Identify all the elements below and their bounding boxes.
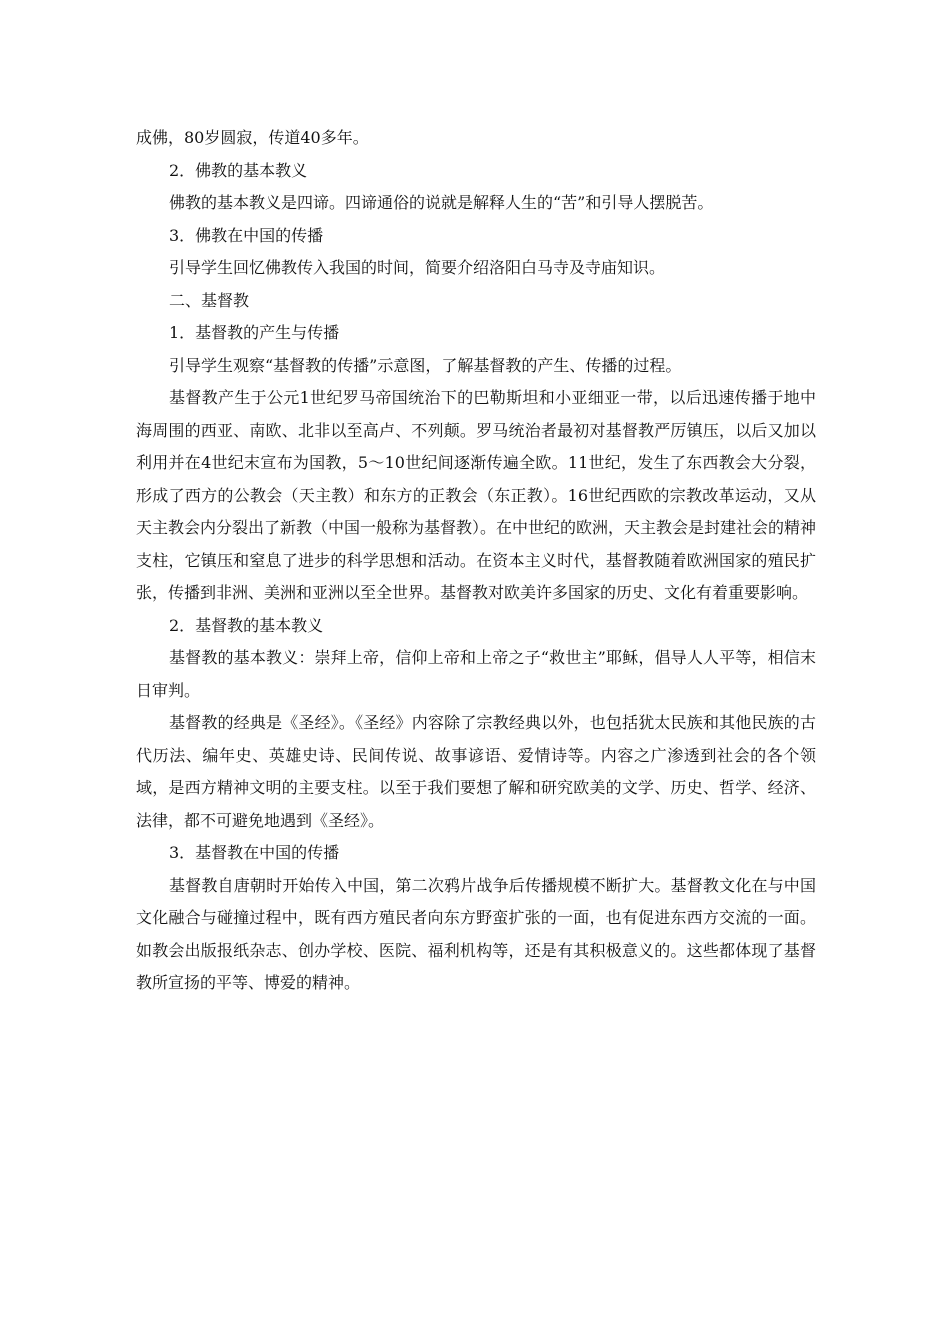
heading-christianity-in-china: 3．基督教在中国的传播: [169, 843, 340, 862]
paragraph-four-noble-truths: 佛教的基本教义是四谛。四谛通俗的说就是解释人生的“苦”和引导人摆脱苦。: [169, 193, 714, 212]
document-body: [136, 122, 816, 1000]
heading-christianity: 二、基督教: [169, 290, 250, 310]
paragraph-bible: 基督教的经典是《圣经》。《圣经》内容除了宗教经典以外，也包括犹太民族和其他民族的古代历法、编年史、英雄史诗、民间传说、故事谚语、爱情诗等。内容之广渗透到社会的各个领域，是西方精神文明的主要支柱。以至于我们要想了解和研究欧美的文学、历史、哲学、经济、法律，都不可避免地遇到《圣经》。: [136, 713, 816, 830]
paragraph-christianity-china-spread: 基督教自唐朝时开始传入中国，第二次鸦片战争后传播规模不断扩大。基督教文化在与中国文化融合与碰撞过程中，既有西方殖民者向东方野蛮扩张的一面，也有促进东西方交流的一面。如教会出版报纸杂志、创办学校、医院、福利机构等，还是有其积极意义的。这些都体现了基督教所宣扬的平等、博爱的精神。: [136, 875, 816, 992]
heading-christianity-doctrine: 2．基督教的基本教义: [169, 615, 324, 635]
heading-buddhism-doctrine: 2．佛教的基本教义: [169, 160, 308, 180]
heading-christianity-origin: 1．基督教的产生与传播: [169, 323, 340, 342]
paragraph-buddha-lifespan: 成佛，80岁圆寂，传道40多年。: [136, 128, 369, 147]
paragraph-observe-map: 引导学生观察“基督教的传播”示意图，了解基督教的产生、传播的过程。: [169, 355, 682, 375]
paragraph-christianity-history: 基督教产生于公元1世纪罗马帝国统治下的巴勒斯坦和小亚细亚一带，以后迅速传播于地中海周围的西亚、南欧、北非以至高卢、不列颠。罗马统治者最初对基督教严厉镇压，以后又加以利用并在4世纪末宣布为国教，5～10世纪间逐渐传遍全欧。11世纪，发生了东西教会大分裂，形成了西方的公教会（天主教）和东方的正教会（东正教）。16世纪西欧的宗教改革运动，又从天主教会内分裂出了新教（中国一般称为基督教）。在中世纪的欧洲，天主教会是封建社会的精神支柱，它镇压和窒息了进步的科学思想和活动。在资本主义时代，基督教随着欧洲国家的殖民扩张，传播到非洲、美洲和亚洲以至全世界。基督教对欧美许多国家的历史、文化有着重要影响。: [136, 388, 817, 602]
paragraph-white-horse-temple: 引导学生回忆佛教传入我国的时间，简要介绍洛阳白马寺及寺庙知识。: [169, 258, 666, 277]
heading-buddhism-in-china: 3．佛教在中国的传播: [169, 225, 324, 245]
paragraph-christianity-beliefs: 基督教的基本教义：崇拜上帝，信仰上帝和上帝之子“救世主”耶稣，倡导人人平等，相信末日审判。: [136, 648, 816, 700]
